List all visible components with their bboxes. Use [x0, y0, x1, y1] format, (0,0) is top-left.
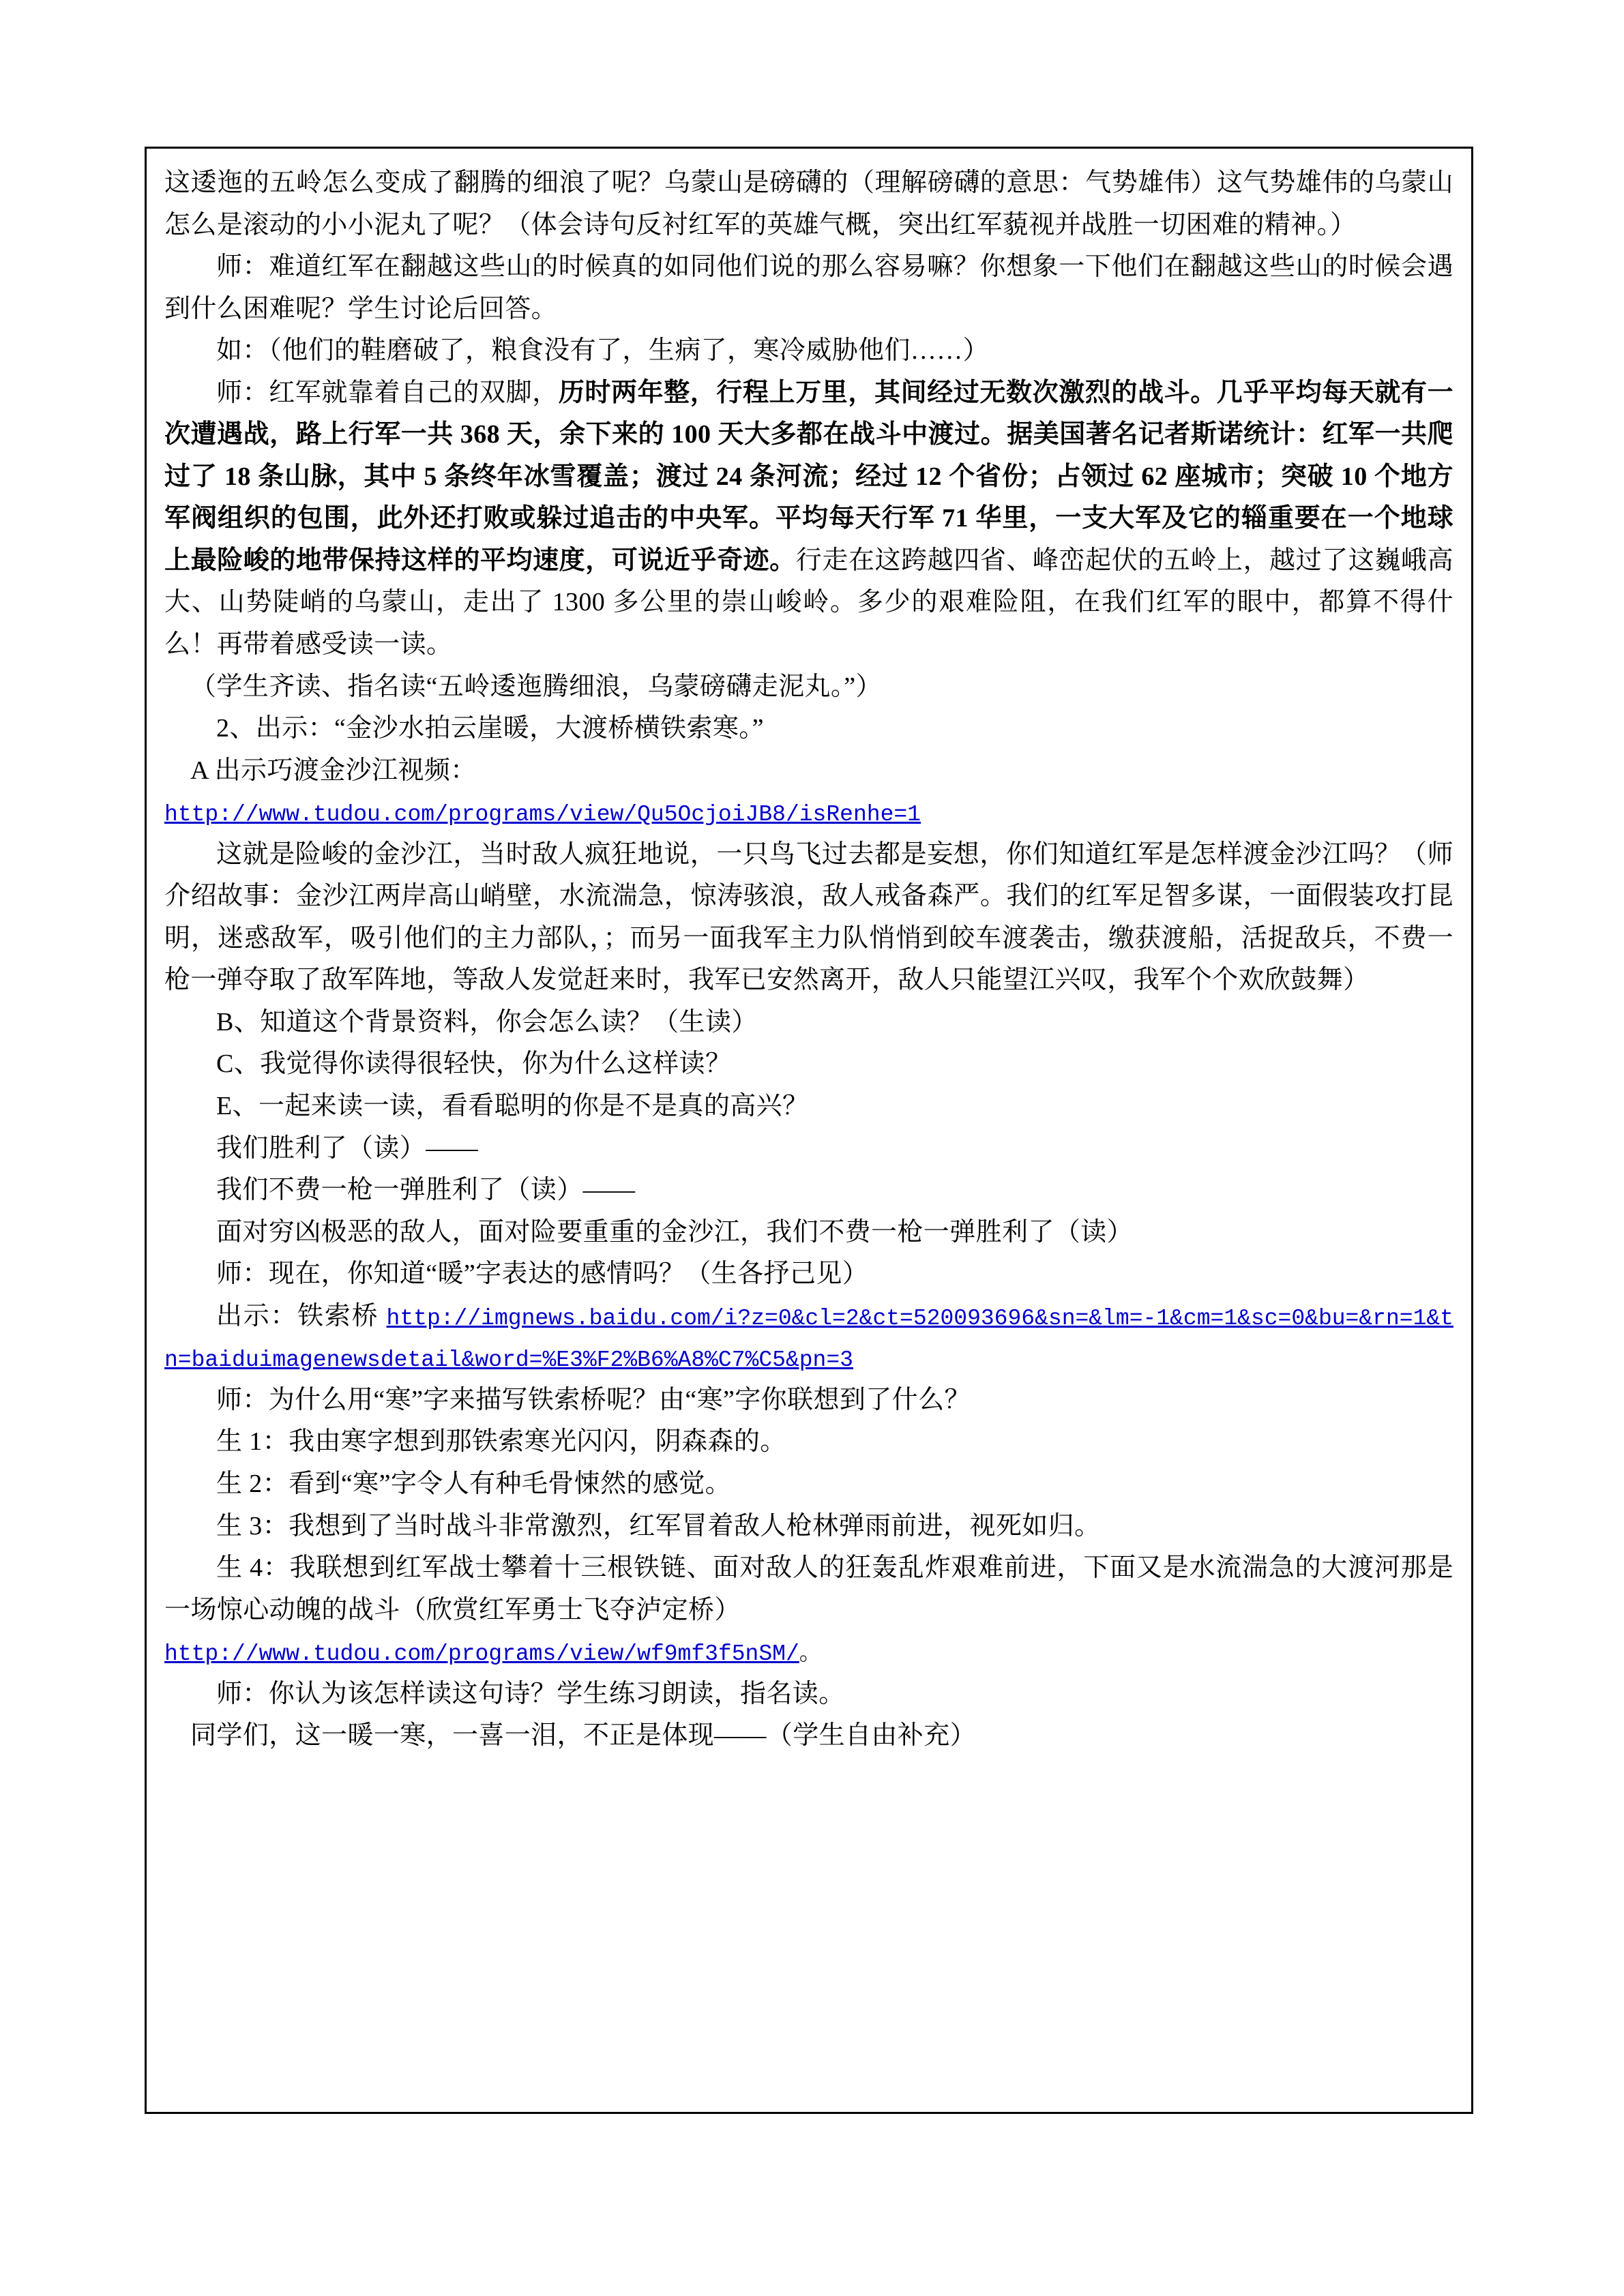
paragraph-student-2: 生 2：看到“寒”字令人有种毛骨悚然的感觉。 [216, 1469, 732, 1498]
link-text[interactable]: http://www.tudou.com/programs/view/Qu5OcjoiJB8/isRenhe=1 [164, 802, 921, 828]
paragraph-item-e: E、一起来读一读，看看聪明的你是不是真的高兴？ [216, 1092, 809, 1121]
paragraph-intro: 这逶迤的五岭怎么变成了翻腾的细浪了呢？乌蒙山是磅礴的（理解磅礴的意思：气势雄伟）这气势雄伟的乌蒙山怎么是滚动的小小泥丸了呢？（体会诗句反衬红军的英雄气概，突出红军藐视并战胜一切困难的精神。） [164, 168, 1453, 239]
document-text-frame [145, 147, 1473, 2114]
paragraph-student-1: 生 1：我由寒字想到那铁索寒光闪闪，阴森森的。 [216, 1427, 786, 1457]
text-run-lead: 出示：铁索桥 [216, 1301, 387, 1330]
paragraph-closing-line: 同学们，这一暖一寒，一喜一泪，不正是体现——（学生自由补充） [190, 1721, 977, 1750]
paragraph-read-line-1: 我们胜利了（读）—— [216, 1133, 479, 1163]
paragraph-teacher-cold-question: 师：为什么用“寒”字来描写铁索桥呢？由“寒”字你联想到了什么？ [216, 1385, 971, 1414]
paragraph-teacher-question: 师：难道红军在翻越这些山的时候真的如同他们说的那么容易嘛？你想象一下他们在翻越这些山的时候会遇到什么困难呢？学生讨论后回答。 [164, 252, 1453, 323]
paragraph-reading-activity: （学生齐读、指名读“五岭逶迤腾细浪，乌蒙磅礴走泥丸。”） [190, 672, 882, 701]
paragraph-jinshajiang-story: 这就是险峻的金沙江，当时敌人疯狂地说，一只鸟飞过去都是妄想，你们知道红军是怎样渡金沙江吗？（师介绍故事：金沙江两岸高山峭壁，水流湍急，惊涛骇浪，敌人戒备森严。我们的红军足智多谋，一面假装攻打昆明，迷惑敌军，吸引他们的主力部队，；而另一面我军主力队悄悄到皎车渡袭击，缴获渡船，活捉敌兵，不费一枪一弹夺取了敌军阵地，等敌人发觉赶来时，我军已安然离开，敌人只能望江兴叹，我军个个欢欣鼓舞） [164, 839, 1453, 995]
text-run-tail: 行走在这跨越四省、峰峦起伏的五岭上，越过了这巍峨高大、山势陡峭的乌蒙山，走出了 1300 多公里的崇山峻岭。多少的艰难险阻，在我们红军的眼中，都算不得什么！再带着感受读一读。 [164, 546, 1453, 659]
paragraph-item-b: B、知道这个背景资料，你会怎么读？（生读） [216, 1007, 758, 1037]
paragraph-read-line-3: 面对穷凶极恶的敌人，面对险要重重的金沙江，我们不费一枪一弹胜利了（读） [216, 1217, 1134, 1247]
text-run-period: 。 [799, 1641, 823, 1667]
paragraph-link-luding-bridge [164, 1631, 1453, 1673]
paragraph-item-c: C、我觉得你读得很轻快，你为什么这样读？ [216, 1049, 732, 1079]
paragraph-example-answers: 如：（他们的鞋磨破了，粮食没有了，生病了，寒冷威胁他们……） [216, 336, 990, 366]
paragraph-student-4: 生 4：我联想到红军战士攀着十三根铁链、面对敌人的狂轰乱炸艰难前进，下面又是水流湍急的大渡河那是一场惊心动魄的战斗（欣赏红军勇士飞夺泸定桥） [164, 1553, 1453, 1624]
paragraph-teacher-reading-practice: 师：你认为该怎样读这句诗？学生练习朗读，指名读。 [216, 1679, 845, 1708]
text-run-lead: 师：红军就靠着自己的双脚， [216, 378, 559, 407]
paragraph-teacher-warm-question: 师：现在，你知道“暖”字表达的感情吗？（生各抒己见） [216, 1259, 869, 1289]
link-tudou-jinshajiang[interactable] [164, 792, 1453, 834]
paragraph-student-3: 生 3：我想到了当时战斗非常激烈，红军冒着敌人枪林弹雨前进，视死如归。 [216, 1511, 1101, 1540]
paragraph-long-march-stats [164, 372, 1453, 666]
link-tudou-luding[interactable]: http://www.tudou.com/programs/view/wf9mf3f5nSM/ [164, 1641, 799, 1667]
paragraph-read-line-2: 我们不费一枪一弹胜利了（读）—— [216, 1176, 636, 1205]
paragraph-item-2: 2、出示：“金沙水拍云崖暖，大渡桥横铁索寒。” [216, 714, 764, 743]
paragraph-display-chain-bridge [164, 1296, 1453, 1380]
link-baidu-image[interactable]: http://imgnews.baidu.com/i?z=0&cl=2&ct=520093696&sn=&lm=-1&cm=1&sc=0&bu=&rn=1&tn=baiduimagenewsdetail&word=%E3%F2%B6%A8%C7%C5&pn=3 [164, 1305, 1453, 1373]
text-run-bold-stats: 历时两年整，行程上万里，其间经过无数次激烈的战斗。几乎平均每天就有一次遭遇战，路上行军一共 368 天，余下来的 100 天大多都在战斗中渡过。据美国著名记者斯诺统计：红军一共爬过了 18 条山脉，其中 5 条终年冰雪覆盖；渡过 24 条河流；经过 12 个省份；占领过 62 座城市；突破 10 个地方军阀组织的包围，此外还打败或躲过追击的中央军。平均每天行军 71 华里，一支大军及它的辎重要在一个地球上最险峻的地带保持这样的平均速度，可说近乎奇迹。 [164, 378, 1454, 575]
paragraph-item-a-video: A 出示巧渡金沙江视频： [190, 756, 477, 785]
